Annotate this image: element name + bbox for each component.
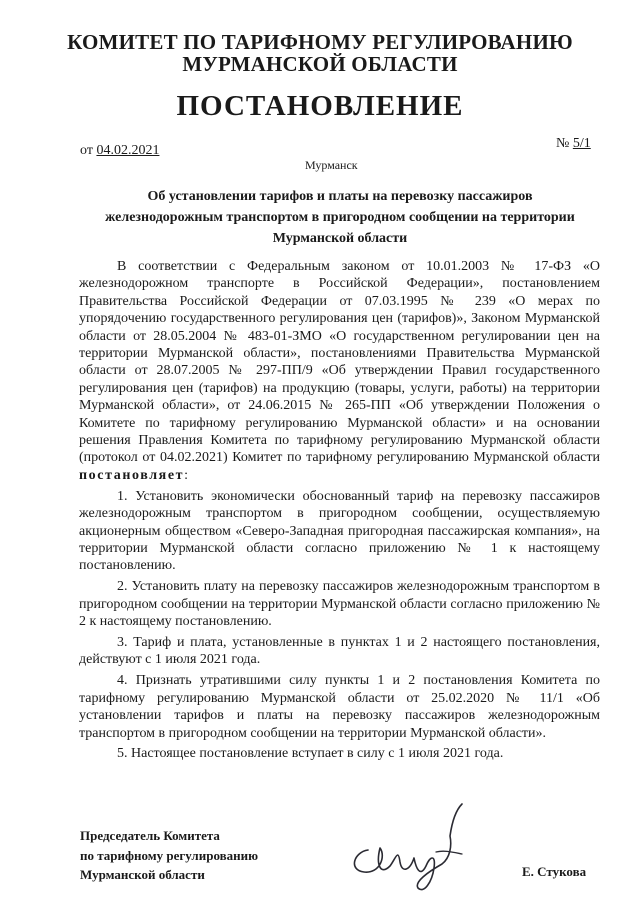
subject-line: железнодорожным транспортом в пригородном сообщении на территории [105,210,575,225]
clause-1: 1. Установить экономически обоснованный тариф на перевозку пассажиров железнодорожным транспортом в пригородном сообщении, осуществляемую акционерным обществом «Северо-Западная пригородная пассажирская компания», на территории Мурманской области согласно приложению № 1 к настоящему постановлению. [79,488,600,574]
clause-2: 2. Установить плату на перевозку пассажиров железнодорожным транспортом в пригородном сообщении на территории Мурманской области согласно приложению № 2 к настоящему постановлению. [79,579,600,630]
org-name-line2: МУРМАНСКОЙ ОБЛАСТИ [182,52,458,76]
signer-title-line: Председатель Комитета [80,828,220,843]
document-type-title: ПОСТАНОВЛЕНИЕ [176,90,464,122]
preamble-text: В соответствии с Федеральным законом от 10.01.2003 № 17-ФЗ «О железнодорожном транспорте в Российской Федерации», постановлением Правительства Российской Федерации от 07.03.1995 № 239 «О мерах по упорядочению государственного регулирования цен (тарифов)», Законом Мурманской области от 28.05.2004 № 483-01-ЗМО «О государственном регулировании цен на территории Мурманской области», постановлениями Правительства Мурманской области от 28.07.2005 № 297-ПП/9 «Об утверждении Правил государственного регулирования цен (тарифов) на продукцию (товары, услуги, работы) на территории Мурманской области», от 24.06.2015 № 265-ПП «Об утверждении Положения о Комитете по тарифному регулированию Мурманской области» и на основании решения Правления Комитета по тарифному регулированию Мурманской области (протокол от 04.02.2021) Комитет по тарифному регулированию Мурманской области [79,259,600,466]
signer-name: Е. Стукова [522,864,587,879]
document-subject [75,186,605,249]
document-date [80,143,159,159]
clause-3: 3. Тариф и плата, установленные в пунктах 1 и 2 настоящего постановления, действуют с 1 июля 2021 года. [79,635,600,668]
date-value: 04.02.2021 [96,143,160,158]
date-prefix: от [80,143,97,158]
document-number [556,136,591,152]
org-name-line1: КОМИТЕТ ПО ТАРИФНОМУ РЕГУЛИРОВАНИЮ [67,30,573,54]
handwritten-signature [340,792,490,902]
clause-4: 4. Признать утратившими силу пункты 1 и 2 постановления Комитета по тарифному регулированию Мурманской области от 25.02.2020 № 11/1 «Об установлении тарифов и платы на перевозку пассажиров железнодорожным транспортом в пригородном сообщении на территории Мурманской области». [79,673,600,741]
subject-line: Мурманской области [272,231,408,246]
clause-5: 5. Настоящее постановление вступает в силу с 1 июля 2021 года. [117,746,504,762]
preamble-paragraph [79,258,600,484]
city: Мурманск [305,158,358,172]
decree-word: постановляет [79,467,185,483]
subject-line: Об установлении тарифов и платы на перевозку пассажиров [147,189,533,204]
signer-title-line: Мурманской области [80,867,205,882]
number-value: 5/1 [572,136,591,151]
document-body [79,258,600,763]
number-prefix: № [556,136,573,151]
signer-title-line: по тарифному регулированию [80,847,259,863]
decree-colon: : [184,467,189,483]
signer-title [80,826,258,885]
